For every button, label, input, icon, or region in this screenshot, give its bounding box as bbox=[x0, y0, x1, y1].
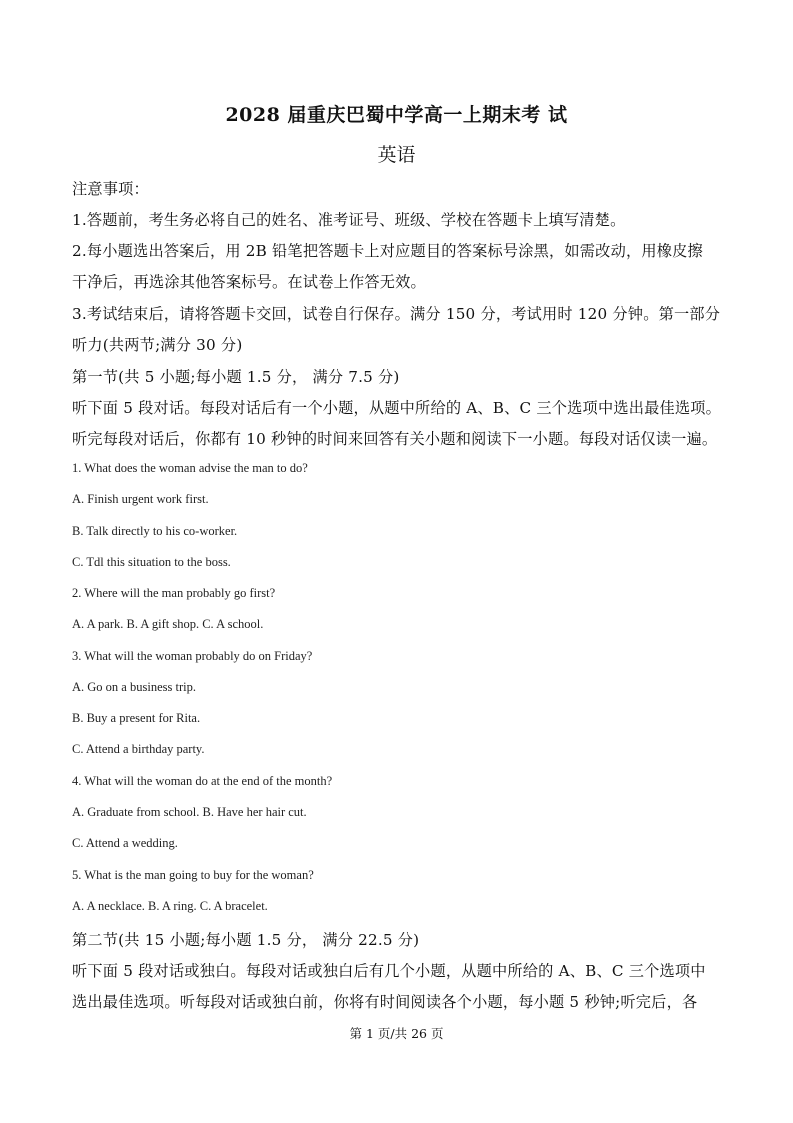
section-1-instructions-line-1: 听下面 5 段对话。每段对话后有一个小题，从题中所给的 A、B、C 三个选项中选出最佳选项。 bbox=[72, 399, 722, 417]
question-5-options: A. A necklace. B. A ring. C. A bracelet. bbox=[72, 899, 268, 913]
question-4: 4. What will the woman do at the end of the month? bbox=[72, 774, 333, 788]
section-2-instructions-line-1: 听下面 5 段对话或独白。每段对话或独白后有几个小题，从题中所给的 A、B、C 三个选项中 bbox=[72, 962, 706, 980]
question-1-option-a: A. Finish urgent work first. bbox=[72, 492, 209, 506]
page-number: 第 1 页/共 26 页 bbox=[349, 1026, 444, 1041]
notice-item-2-line-1: 2.每小题选出答案后，用 2B 铅笔把答题卡上对应题目的答案标号涂黑，如需改动，用橡皮擦 bbox=[72, 242, 703, 260]
question-1-option-b: B. Talk directly to his co-worker. bbox=[72, 524, 238, 538]
question-3-option-c: C. Attend a birthday party. bbox=[72, 742, 205, 756]
question-2-options: A. A park. B. A gift shop. C. A school. bbox=[72, 617, 264, 631]
notice-item-1: 1.答题前，考生务必将自己的姓名、准考证号、班级、学校在答题卡上填写清楚。 bbox=[72, 211, 626, 229]
question-4-option-c: C. Attend a wedding. bbox=[72, 836, 178, 850]
exam-title: 2028 届重庆巴蜀中学高一上期末考 试 bbox=[225, 104, 568, 126]
question-3: 3. What will the woman probably do on Friday? bbox=[72, 649, 313, 663]
section-1-instructions-line-2: 听完每段对话后，你都有 10 秒钟的时间来回答有关小题和阅读下一小题。每段对话仅读一遍。 bbox=[72, 430, 718, 448]
exam-subject: 英语 bbox=[377, 144, 416, 166]
question-4-options-ab: A. Graduate from school. B. Have her hair cut. bbox=[72, 805, 307, 819]
notice-heading: 注意事项： bbox=[72, 180, 149, 198]
notice-item-3-line-1: 3.考试结束后，请将答题卡交回，试卷自行保存。满分 150 分，考试用时 120 分钟。第一部分 bbox=[72, 305, 721, 323]
question-1-option-c: C. Tdl this situation to the boss. bbox=[72, 555, 231, 569]
section-1-heading: 第一节(共 5 小题;每小题 1.5 分， 满分 7.5 分) bbox=[72, 368, 400, 386]
question-3-option-b: B. Buy a present for Rita. bbox=[72, 711, 201, 725]
question-2: 2. Where will the man probably go first? bbox=[72, 586, 276, 600]
notice-item-2-line-2: 干净后，再选涂其他答案标号。在试卷上作答无效。 bbox=[72, 273, 426, 291]
question-3-option-a: A. Go on a business trip. bbox=[72, 680, 196, 694]
section-2-instructions-line-2: 选出最佳选项。听每段对话或独白前，你将有时间阅读各个小题，每小题 5 秒钟;听完后，各 bbox=[72, 993, 698, 1011]
question-1: 1. What does the woman advise the man to do? bbox=[72, 461, 308, 475]
section-2-heading: 第二节(共 15 小题;每小题 1.5 分， 满分 22.5 分) bbox=[72, 931, 420, 949]
notice-item-3-line-2: 听力(共两节;满分 30 分) bbox=[72, 336, 243, 354]
question-5: 5. What is the man going to buy for the woman? bbox=[72, 868, 314, 882]
